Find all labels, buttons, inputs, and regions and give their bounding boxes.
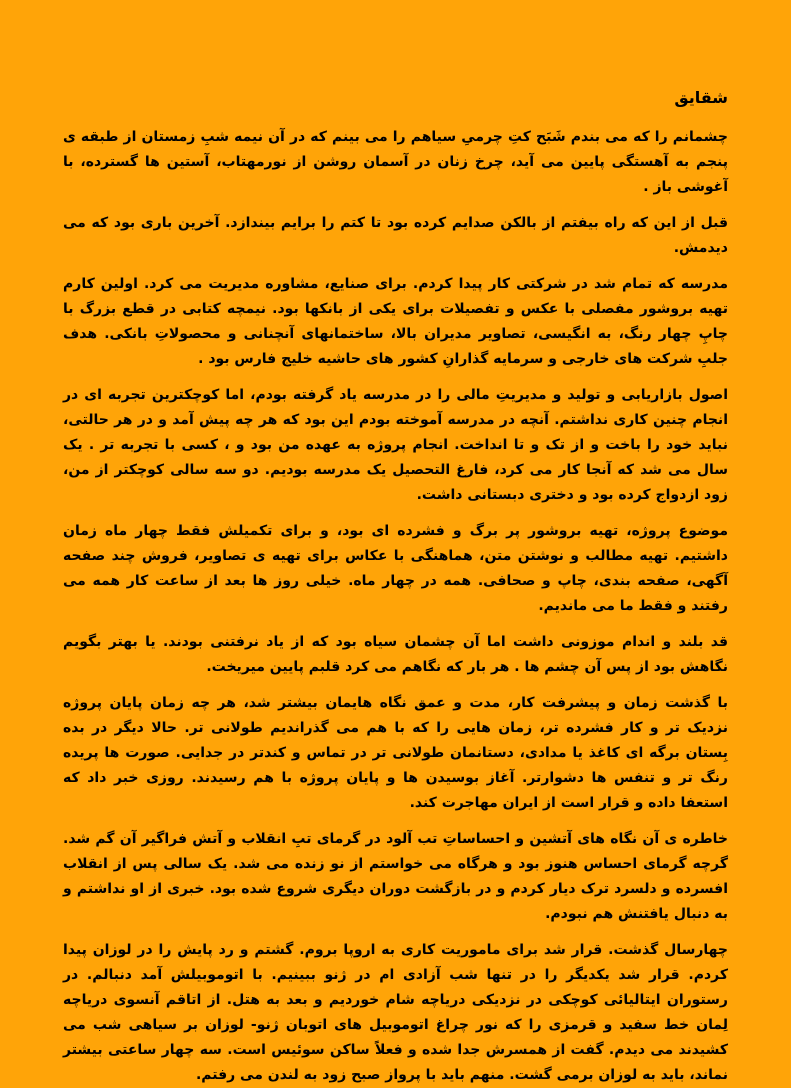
story-paragraph-2: قبل از این که راه بیفتم از بالکن صدایم کرده بود تا کتم را برایم بیندازد. آخرین باری بود که می دیدمش. bbox=[63, 215, 728, 256]
story-paragraph-3: مدرسه که تمام شد در شرکتی کار پیدا کردم. برای صنایع، مشاوره مدیریت می کرد. اولین کارم تهیه بروشور مفصلی با عکس و تفصیلات برای یکی از بانکها بود. نیمچه کتابی در قطع بزرگ با چاپِ چهار رنگ، به انگیسی، تصاویر مدیران بالا، ساختمانهای آنچنانی و محصولاتِ بانکی. هدف جلبِ شرکت های خارجی و سرمایه گذارانِ کشور های حاشیه خلیج فارس بود . bbox=[63, 276, 728, 367]
page-title: شقایق bbox=[674, 88, 728, 107]
story-paragraph-6: قد بلند و اندام موزونی داشت اما آن چشمان سیاه بود که از یاد نرفتنی بودند. یا بهتر بگویم نگاهش بود از پس آن چشم ها . هر بار که نگاهم می کرد قلبم پایین میریخت. bbox=[63, 634, 728, 675]
story-paragraph-7: با گذشت زمان و پیشرفت کار، مدت و عمق نگاه هایمان بیشتر شد، هر چه زمان پایان پروژه نزدیک تر و کار فشرده تر، زمان هایی را که با هم می گذراندیم طولانی تر. حالا دیگر در بده بِستان برگه ای کاغذ یا مدادی، دستانمان طولانی تر در تماس و کندتر در جدایی. صورت ها پریده رنگ تر و تنفس ها دشوارتر. آغاز بوسیدن ها و پایان پروژه با هم رسیدند. روزی خبر داد که استعفا داده و قرار است از ایران مهاجرت کند. bbox=[63, 695, 728, 811]
story-paragraph-9: چهارسال گذشت. قرار شد برای ماموریت کاری به اروپا بروم. گشتم و رد پایش را در لوزان پیدا کردم. قرار شد یکدیگر را در تنها شب آزادی ام در ژنو ببینیم. با اتوموبیلش آمد دنبالم. در رستوران ایتالیائی کوچکی در نزدیکی دریاچه شام خوردیم و بعد به هتل. از اتاقم آنسوی دریاچه لِمان خط سفید و قرمزی را که نور چراغ اتوموبیل های اتوبان ژنو- لوزان بر سیاهی شب می کشیدند می دیدم. گفت از همسرش جدا شده و فعلاً ساکن سوئیس است. سه چهار ساعتی بیشتر نماند، باید به لوزان برمی گشت. منهم باید با پرواز صبح زود به لندن می رفتم. bbox=[63, 942, 728, 1083]
story-paragraph-1: چشمانم را که می بندم شَبَح کتِ چرمیِ سیاهم را می بینم که در آن نیمه شبِ زمستان از طبقه ی پنجم به آهستگی پایین می آید، چرخ زنان در آسمان روشن از نورمهتاب، آستین ها گسترده، با آغوشی باز . bbox=[63, 129, 728, 195]
story-paragraph-4: اصول بازاریابی و تولید و مدیریتِ مالی را در مدرسه یاد گرفته بودم، اما کوچکترین تجربه ای در انجام چنین کاری نداشتم. آنچه در مدرسه آموخته بودم این بود که هر چه پیش آمد و در هر حالتی، نباید خود را باخت و از تک و تا انداخت. انجام پروژه به عهده من بود و ، کسی با تجربه تر . یک سال می شد که آنجا کار می کرد، فارغ التحصیل یک مدرسه بودیم. دو سه سالی کوچکتر از من، زود ازدواج کرده بود و دختری دبستانی داشت. bbox=[63, 387, 728, 503]
story-paragraph-8: خاطره ی آن نگاه های آتشین و احساساتِ تب آلود در گرمای تبِ انقلاب و آتش فراگیر آن گم شد. گرچه گرمای احساس هنوز بود و هرگاه می خواستم از نو زنده می شد. یک سالی پس از انقلاب افسرده و دلسرد ترک دیار کردم و در بازگشت دوران دیگری شروع شده بود. خبری از او نداشتم و به دنبال یافتنش هم نبودم. bbox=[63, 831, 728, 922]
story-paragraph-5: موضوع پروژه، تهیه بروشور پر برگ و فشرده ای بود، و برای تکمیلش فقط چهار ماه زمان داشتیم. تهیه مطالب و نوشتن متن، هماهنگی با عکاس برای تهیه ی تصاویر، فروش چند صفحه آگهی، صفحه بندی، چاپ و صحافی. همه در چهار ماه. خیلی روز ها بعد از ساعت کار همه می رفتند و فقط ما می ماندیم. bbox=[63, 523, 728, 614]
